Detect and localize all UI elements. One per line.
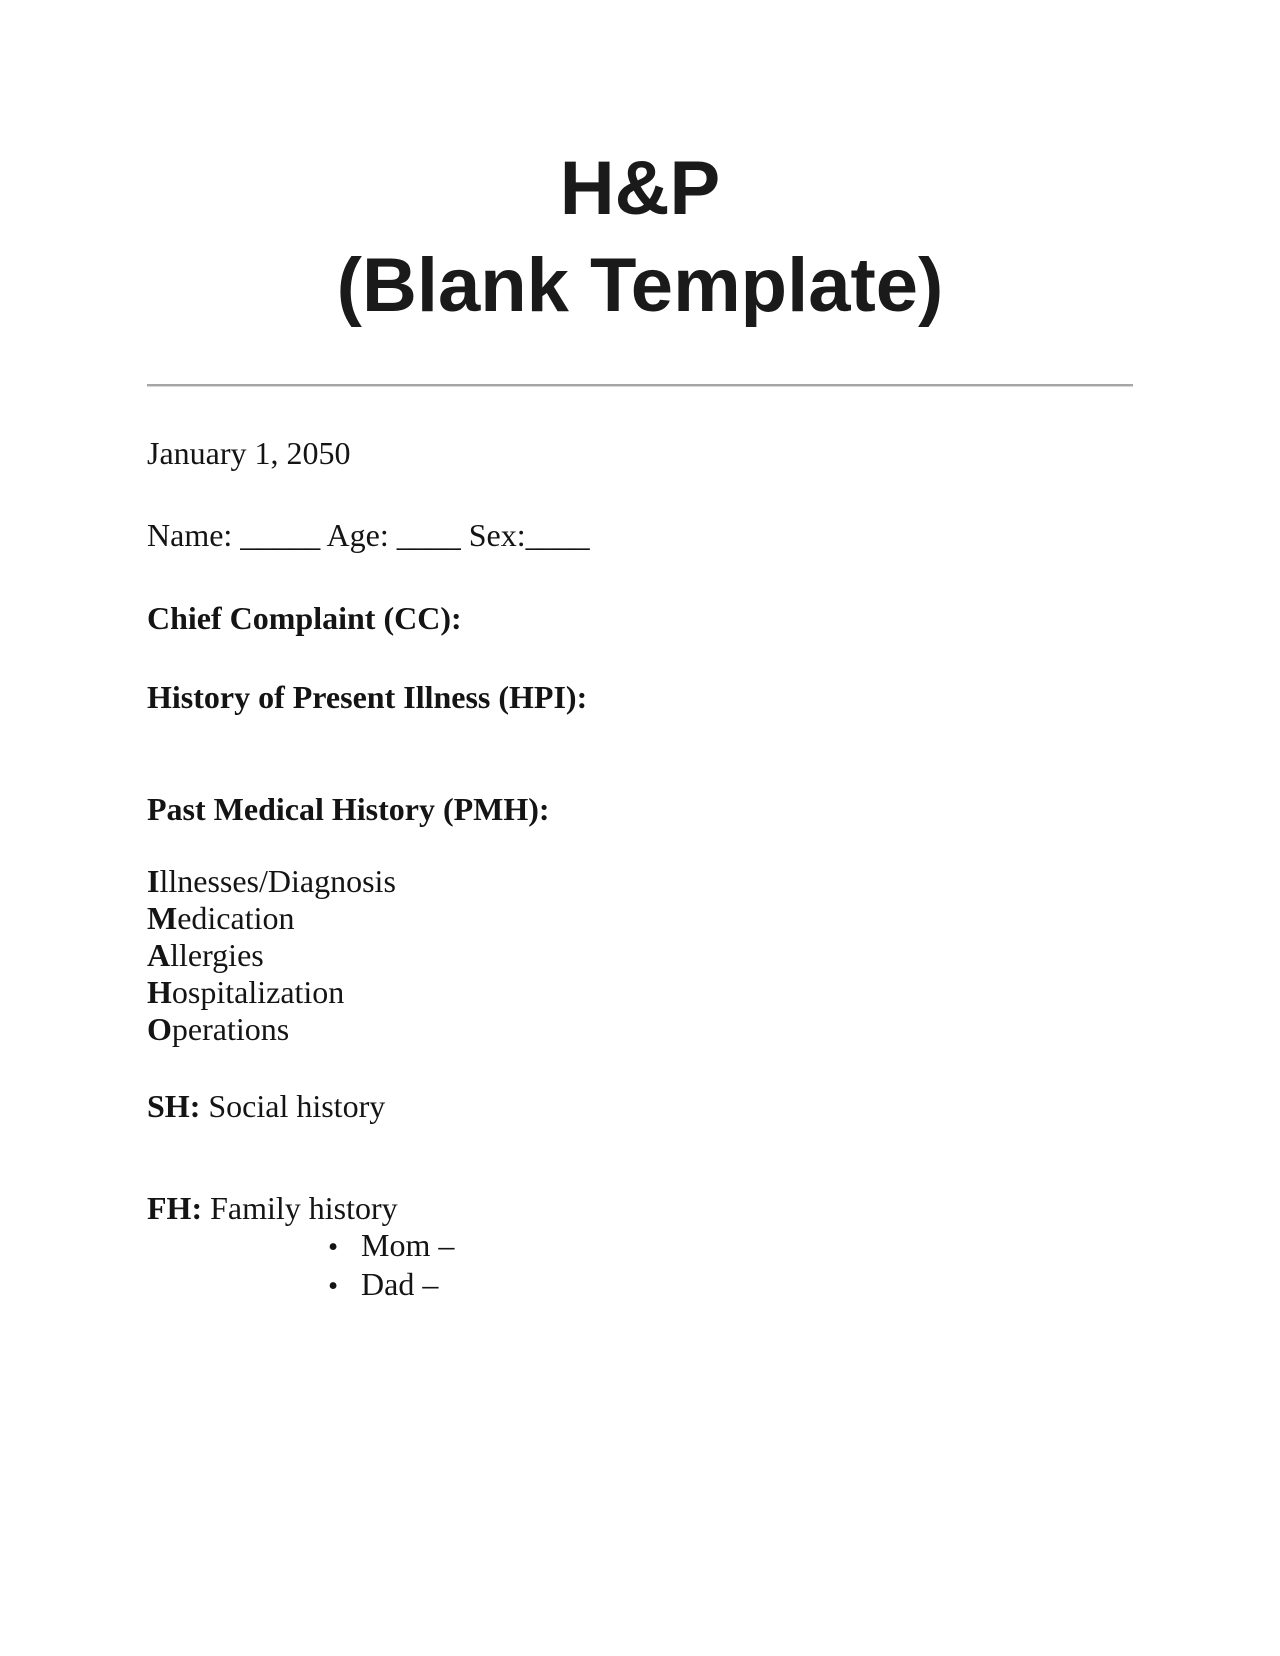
- patient-info-line: Name: _____ Age: ____ Sex:____: [147, 517, 590, 553]
- family-history-label: FH:: [147, 1190, 203, 1226]
- pmh-item-lead-letter: M: [147, 900, 178, 936]
- section-heading-pmh: Past Medical History (PMH):: [147, 791, 550, 827]
- pmh-mnemonic-list: [147, 863, 1133, 1048]
- pmh-item-lead-letter: A: [147, 937, 171, 973]
- pmh-item-rest: ospitalization: [171, 974, 345, 1010]
- document-title-line1: H&P: [559, 146, 721, 231]
- social-history-label: SH:: [147, 1088, 201, 1124]
- pmh-item-medication: [147, 900, 1133, 937]
- document-title: [147, 140, 1133, 334]
- section-heading-hpi: History of Present Illness (HPI):: [147, 679, 588, 715]
- bullet-icon: •: [328, 1231, 339, 1263]
- pmh-item-lead-letter: I: [147, 863, 160, 899]
- bullet-icon: •: [328, 1270, 339, 1302]
- pmh-item-operations: [147, 1011, 1133, 1048]
- document-title-line2: (Blank Template): [336, 243, 944, 328]
- pmh-item-rest: perations: [171, 1011, 290, 1047]
- pmh-item-lead-letter: O: [147, 1011, 172, 1047]
- section-heading-chief-complaint: Chief Complaint (CC):: [147, 600, 462, 636]
- family-history-list: [147, 1227, 1133, 1305]
- list-item-text: Dad –: [361, 1266, 439, 1302]
- list-item-text: Mom –: [361, 1227, 455, 1263]
- list-item-dad: [147, 1266, 1133, 1305]
- list-item-mom: [147, 1227, 1133, 1266]
- pmh-item-hospitalization: [147, 974, 1133, 1011]
- family-history-line: [147, 1190, 1133, 1227]
- title-divider: [147, 384, 1133, 387]
- pmh-item-rest: edication: [177, 900, 295, 936]
- social-history-line: [147, 1088, 1133, 1125]
- pmh-item-illnesses: [147, 863, 1133, 900]
- pmh-item-rest: llergies: [170, 937, 264, 973]
- pmh-item-rest: llnesses/Diagnosis: [159, 863, 396, 899]
- date-line: January 1, 2050: [147, 435, 351, 471]
- family-history-text: Family history: [202, 1190, 398, 1226]
- social-history-text: Social history: [200, 1088, 386, 1124]
- pmh-item-allergies: [147, 937, 1133, 974]
- pmh-item-lead-letter: H: [147, 974, 172, 1010]
